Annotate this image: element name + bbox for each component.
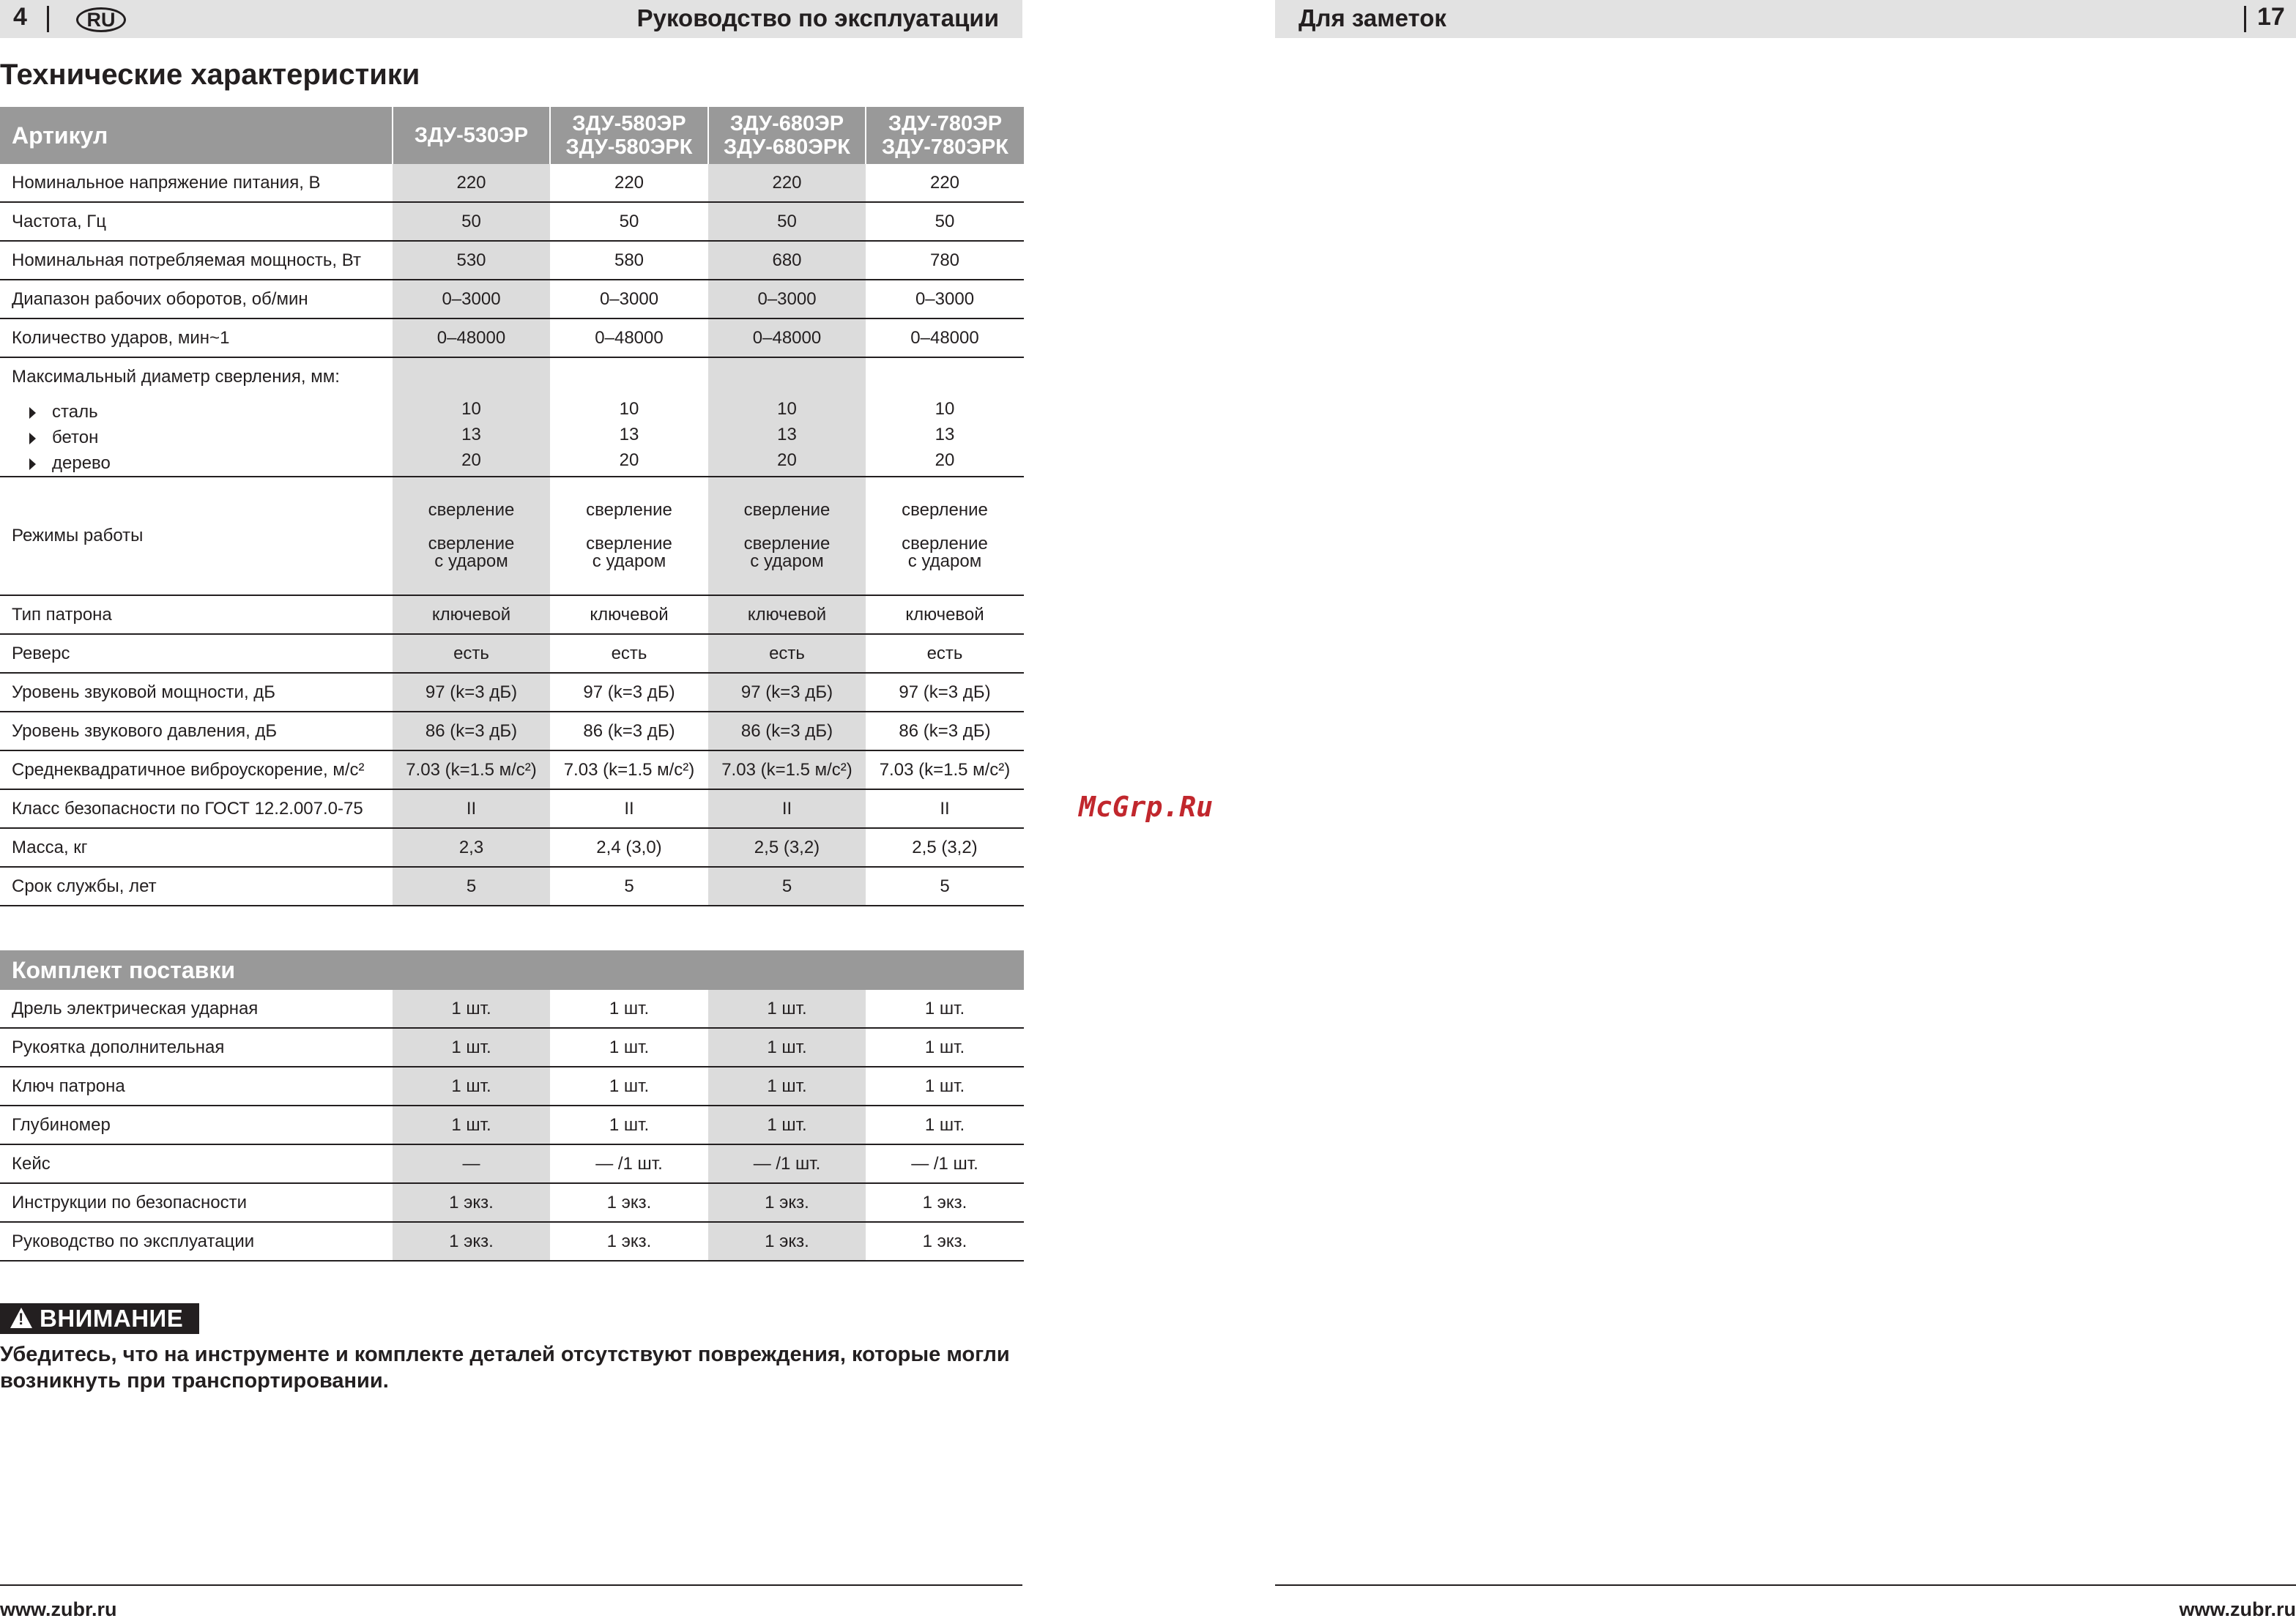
diameter-item (12, 399, 393, 425)
row-label: Режимы работы (0, 477, 393, 595)
left-footer-line (0, 1584, 1022, 1586)
model-header: ЗДУ-680ЭР ЗДУ-680ЭРК (708, 107, 866, 164)
value-cell (550, 357, 708, 477)
table-row (0, 867, 1024, 906)
value-cell: 7.03 (k=1.5 м/с²) (708, 750, 866, 789)
row-label: Инструкции по безопасности (0, 1183, 393, 1222)
row-label: Дрель электрическая ударная (0, 990, 393, 1028)
value-cell: 86 (k=3 дБ) (550, 712, 708, 750)
value-cell: 0–3000 (550, 280, 708, 318)
right-page-number: 17 (2257, 3, 2285, 31)
diameter-value: 20 (461, 450, 481, 470)
value-cell: 97 (k=3 дБ) (866, 673, 1024, 712)
table-row (0, 1028, 1024, 1067)
row-label: Масса, кг (0, 828, 393, 867)
value-cell: 220 (550, 164, 708, 202)
value-cell: 1 экз. (550, 1222, 708, 1261)
value-cell: 1 шт. (393, 1106, 550, 1144)
left-page-header (0, 0, 1022, 38)
value-cell: 1 экз. (393, 1222, 550, 1261)
material-label: бетон (52, 428, 99, 447)
value-cell: 2,3 (393, 828, 550, 867)
table-row (0, 673, 1024, 712)
value-cell: 220 (708, 164, 866, 202)
diameter-value: 10 (461, 399, 481, 419)
diameter-value: 10 (935, 399, 955, 419)
row-label: Рукоятка дополнительная (0, 1028, 393, 1067)
value-cell (550, 477, 708, 595)
value-cell: 1 шт. (550, 1028, 708, 1067)
model-header: ЗДУ-580ЭР ЗДУ-580ЭРК (550, 107, 708, 164)
value-cell: 86 (k=3 дБ) (866, 712, 1024, 750)
value-cell: II (866, 789, 1024, 828)
model-header: ЗДУ-530ЭР (393, 107, 550, 164)
row-label: Количество ударов, мин~1 (0, 318, 393, 357)
article-header: Артикул (0, 107, 393, 164)
left-footer-url[interactable]: www.zubr.ru (0, 1598, 117, 1620)
mode-impact-drilling: сверление с ударом (743, 534, 831, 571)
row-label: Диапазон рабочих оборотов, об/мин (0, 280, 393, 318)
value-cell: 1 экз. (550, 1183, 708, 1222)
value-cell: 86 (k=3 дБ) (708, 712, 866, 750)
value-cell: II (708, 789, 866, 828)
value-cell: 1 шт. (393, 1028, 550, 1067)
value-cell: 7.03 (k=1.5 м/с²) (550, 750, 708, 789)
value-cell: 220 (866, 164, 1024, 202)
value-cell: 1 экз. (708, 1222, 866, 1261)
table-row (0, 1144, 1024, 1183)
table-row (0, 164, 1024, 202)
row-label (0, 357, 393, 477)
value-cell: 97 (k=3 дБ) (708, 673, 866, 712)
value-cell: 1 шт. (708, 1067, 866, 1106)
row-label: Номинальное напряжение питания, В (0, 164, 393, 202)
table-row-modes (0, 477, 1024, 595)
value-cell: — (393, 1144, 550, 1183)
value-cell: 0–3000 (708, 280, 866, 318)
table-row (0, 990, 1024, 1028)
value-cell: 5 (393, 867, 550, 906)
right-header-title: Для заметок (1299, 4, 1446, 31)
table-row (0, 712, 1024, 750)
value-cell: 1 шт. (708, 990, 866, 1028)
value-cell: 2,5 (3,2) (708, 828, 866, 867)
value-cell (393, 357, 550, 477)
value-cell: 0–48000 (550, 318, 708, 357)
value-cell: 220 (393, 164, 550, 202)
header-divider (47, 6, 49, 32)
table-row (0, 1222, 1024, 1261)
spec-table (0, 107, 1024, 906)
row-label: Уровень звукового давления, дБ (0, 712, 393, 750)
row-label: Среднеквадратичное виброускорение, м/с² (0, 750, 393, 789)
value-cell: 50 (550, 202, 708, 241)
diameter-item (12, 425, 393, 450)
table-row-diameter (0, 357, 1024, 477)
value-cell: 780 (866, 241, 1024, 280)
value-cell: 5 (708, 867, 866, 906)
kit-header-row (0, 950, 1024, 990)
value-cell: 0–48000 (393, 318, 550, 357)
mode-drilling: сверление (586, 500, 672, 520)
table-row (0, 202, 1024, 241)
value-cell: 50 (866, 202, 1024, 241)
value-cell: 0–3000 (393, 280, 550, 318)
diameter-title: Максимальный диаметр сверления, мм: (12, 367, 340, 387)
bullet-arrow-icon (29, 407, 36, 419)
mode-impact-drilling: сверление с ударом (902, 534, 988, 571)
value-cell: 0–48000 (866, 318, 1024, 357)
value-cell: 1 шт. (708, 1106, 866, 1144)
value-cell: 680 (708, 241, 866, 280)
value-cell: 1 шт. (393, 1067, 550, 1106)
value-cell: — /1 шт. (866, 1144, 1024, 1183)
diameter-value: 20 (619, 450, 639, 470)
mode-drilling: сверление (902, 500, 988, 520)
value-cell: 530 (393, 241, 550, 280)
warning-badge: ! ВНИМАНИЕ (0, 1303, 199, 1334)
value-cell: 50 (708, 202, 866, 241)
value-cell: 1 экз. (866, 1222, 1024, 1261)
diameter-value: 20 (935, 450, 955, 470)
value-cell (708, 477, 866, 595)
value-cell: 1 экз. (393, 1183, 550, 1222)
value-cell: есть (708, 634, 866, 673)
diameter-value: 13 (461, 425, 481, 444)
value-cell: есть (393, 634, 550, 673)
value-cell: 1 шт. (550, 1106, 708, 1144)
row-label: Реверс (0, 634, 393, 673)
table-row (0, 828, 1024, 867)
value-cell (866, 477, 1024, 595)
material-label: сталь (52, 402, 98, 422)
value-cell: II (393, 789, 550, 828)
value-cell: 1 экз. (866, 1183, 1024, 1222)
left-header-title: Руководство по эксплуатации (636, 4, 999, 31)
diameter-value: 13 (935, 425, 955, 444)
table-row (0, 318, 1024, 357)
value-cell: 97 (k=3 дБ) (550, 673, 708, 712)
model-header: ЗДУ-780ЭР ЗДУ-780ЭРК (866, 107, 1024, 164)
table-row (0, 1106, 1024, 1144)
value-cell: есть (550, 634, 708, 673)
row-label: Кейс (0, 1144, 393, 1183)
row-label: Класс безопасности по ГОСТ 12.2.007.0-75 (0, 789, 393, 828)
value-cell: 5 (550, 867, 708, 906)
value-cell: ключевой (393, 595, 550, 634)
mode-impact-drilling: сверление с ударом (428, 534, 515, 571)
value-cell: 1 экз. (708, 1183, 866, 1222)
value-cell: 1 шт. (866, 1067, 1024, 1106)
table-row (0, 595, 1024, 634)
value-cell: 0–48000 (708, 318, 866, 357)
value-cell (708, 357, 866, 477)
value-cell: 2,4 (3,0) (550, 828, 708, 867)
row-label: Глубиномер (0, 1106, 393, 1144)
value-cell (393, 477, 550, 595)
row-label: Руководство по эксплуатации (0, 1222, 393, 1261)
row-label: Тип патрона (0, 595, 393, 634)
table-row (0, 1183, 1024, 1222)
value-cell: II (550, 789, 708, 828)
language-badge: RU (76, 7, 126, 32)
material-label: дерево (52, 453, 111, 473)
value-cell: 1 шт. (866, 1106, 1024, 1144)
value-cell: 2,5 (3,2) (866, 828, 1024, 867)
value-cell: 7.03 (k=1.5 м/с²) (393, 750, 550, 789)
section-title: Технические характеристики (0, 59, 420, 91)
bullet-arrow-icon (29, 458, 36, 470)
value-cell: ключевой (550, 595, 708, 634)
diameter-item (12, 450, 393, 476)
value-cell: ключевой (866, 595, 1024, 634)
right-footer-url[interactable]: www.zubr.ru (2179, 1598, 2296, 1620)
value-cell: — /1 шт. (550, 1144, 708, 1183)
table-row (0, 280, 1024, 318)
value-cell: 5 (866, 867, 1024, 906)
value-cell: 97 (k=3 дБ) (393, 673, 550, 712)
right-footer-line (1275, 1584, 2296, 1586)
value-cell: 0–3000 (866, 280, 1024, 318)
mode-drilling: сверление (743, 500, 831, 520)
row-label: Уровень звуковой мощности, дБ (0, 673, 393, 712)
value-cell: 1 шт. (866, 1028, 1024, 1067)
diameter-value: 13 (619, 425, 639, 444)
value-cell: есть (866, 634, 1024, 673)
watermark: McGrp.Ru (1079, 791, 1214, 823)
value-cell: 7.03 (k=1.5 м/с²) (866, 750, 1024, 789)
mode-impact-drilling: сверление с ударом (586, 534, 672, 571)
value-cell: 1 шт. (550, 990, 708, 1028)
table-row (0, 789, 1024, 828)
value-cell: ключевой (708, 595, 866, 634)
value-cell: 86 (k=3 дБ) (393, 712, 550, 750)
table-row (0, 241, 1024, 280)
row-label: Ключ патрона (0, 1067, 393, 1106)
value-cell: 1 шт. (393, 990, 550, 1028)
bullet-arrow-icon (29, 433, 36, 444)
row-label: Номинальная потребляемая мощность, Вт (0, 241, 393, 280)
diameter-value: 20 (777, 450, 797, 470)
right-page-header (1275, 0, 2296, 38)
table-row (0, 750, 1024, 789)
mode-drilling: сверление (428, 500, 515, 520)
kit-header: Комплект поставки (0, 950, 1024, 990)
row-label: Частота, Гц (0, 202, 393, 241)
kit-table (0, 950, 1024, 1262)
value-cell: 1 шт. (866, 990, 1024, 1028)
value-cell: 580 (550, 241, 708, 280)
diameter-value: 10 (777, 399, 797, 419)
warning-badge-label: ВНИМАНИЕ (40, 1305, 184, 1332)
table-row (0, 634, 1024, 673)
diameter-value: 10 (619, 399, 639, 419)
left-page-number: 4 (13, 3, 27, 31)
table-row (0, 1067, 1024, 1106)
value-cell: 50 (393, 202, 550, 241)
warning-text: Убедитесь, что на инструменте и комплекте деталей отсутствуют повреждения, которые могли возникнуть при транспортировании. (0, 1343, 1010, 1393)
header-divider (2244, 6, 2246, 32)
value-cell (866, 357, 1024, 477)
value-cell: — /1 шт. (708, 1144, 866, 1183)
value-cell: 1 шт. (550, 1067, 708, 1106)
value-cell: 1 шт. (708, 1028, 866, 1067)
diameter-value: 13 (777, 425, 797, 444)
row-label: Срок службы, лет (0, 867, 393, 906)
table-header-row (0, 107, 1024, 164)
